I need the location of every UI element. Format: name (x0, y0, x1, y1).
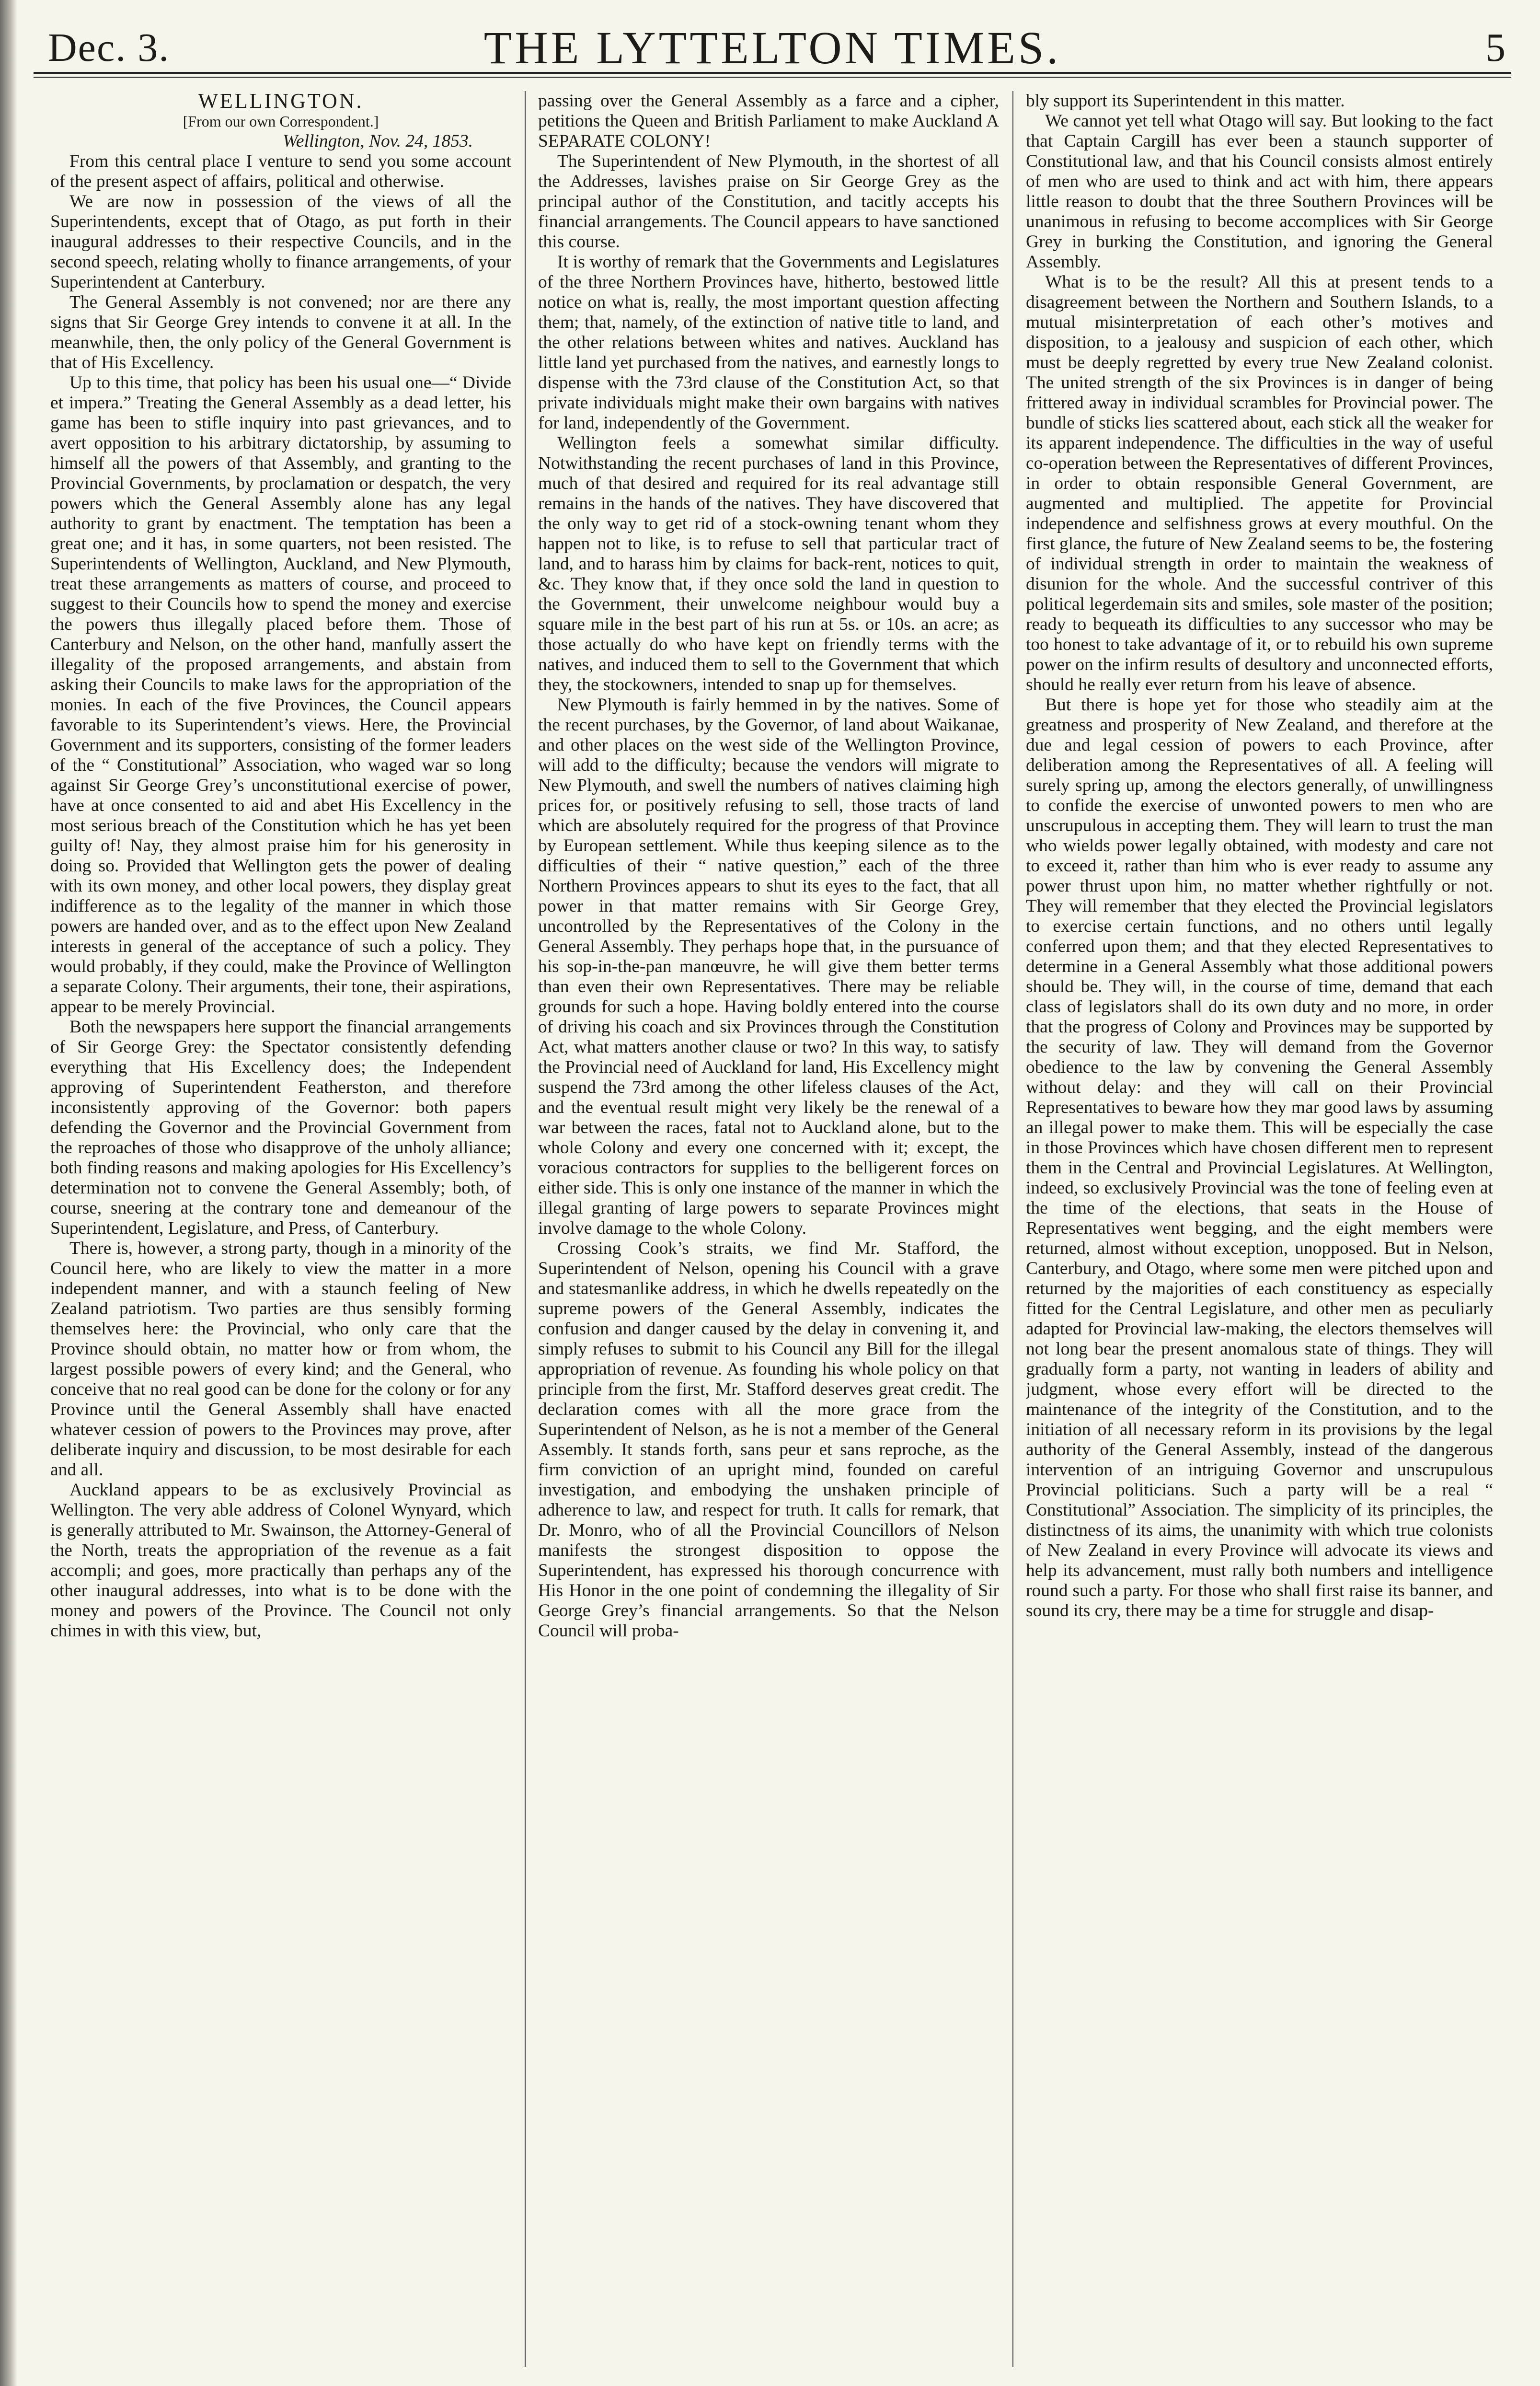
paragraph: passing over the General Assembly as a farce and a cipher, petitions the Queen and British Parliament to make Auckland A SEPARATE COLONY! (538, 91, 999, 151)
page-number: 5 (1485, 25, 1506, 70)
paragraph: Both the newspapers here support the financial arrangements of Sir George Grey: the Spectator consistently defending everything that His Excellency does; the Independent approving of Superintendent Featherston, and therefore inconsistently approving of the Governor: both papers defending the Governor and the Provincial Government from the reproaches of those who disapprove of the unholy alliance; both finding reasons and making apologies for His Excellency’s determination not to convene the General Assembly; both, of course, sneering at the contrary tone and demeanour of the Superintendent, Legislature, and Press, of Canterbury. (50, 1017, 511, 1238)
column-divider (1012, 91, 1013, 2367)
paragraph: Auckland appears to be as exclusively Provincial as Wellington. The very able address of Colonel Wynyard, which is generally attributed to Mr. Swainson, the Attorney-General of the North, treats the appropriation of the revenue as a fait accompli; and goes, more practically than perhaps any of the other inaugural addresses, into what is to be done with the money and powers of the Province. The Council not only chimes in with this view, but, (50, 1480, 511, 1641)
paragraph: New Plymouth is fairly hemmed in by the natives. Some of the recent purchases, by the Governor, of land about Waikanae, and other places on the west side of the Wellington Province, will add to the difficulty; because the vendors will migrate to New Plymouth, and swell the numbers of natives claiming high prices for, or positively refusing to sell, those tracts of land which are absolutely required for the progress of that Province by European settlement. While thus keeping silence as to the difficulties of their “ native question,” each of the three Northern Provinces appears to shut its eyes to the fact, that all power in that matter remains with Sir George Grey, uncontrolled by the Representatives of the Colony in the General Assembly. They perhaps hope that, in the pursuance of his sop-in-the-pan manœuvre, he will give them better terms than even their own Representatives. There may be reliable grounds for such a hope. Having boldly entered into the course of driving his coach and six Provinces through the Constitution Act, what matters another clause or two? In this way, to satisfy the Provincial need of Auckland for land, His Excellency might suspend the 73rd among the other lifeless clauses of the Act, and the eventual result might very likely be the renewal of a war between the races, fatal not to Auckland alone, but to the whole Colony and every one concerned with it; except, the voracious contractors for supplies to the belligerent forces on either side. This is only one instance of the manner in which the illegal granting of large powers to separate Provinces might involve damage to the whole Colony. (538, 695, 999, 1238)
paragraph: Wellington feels a somewhat similar difficulty. Notwithstanding the recent purchases of land in this Province, much of that desired and required for its real advantage still remains in the hands of the natives. They have discovered that the only way to get rid of a stock-owning tenant whom they happen not to like, is to refuse to sell that particular tract of land, and to harass him by claims for back-rent, notices to quit, &c. They know that, if they once sold the land in question to the Government, their unwelcome neighbour would buy a square mile in the best part of his run at 5s. or 10s. an acre; as those actually do who have kept on friendly terms with the natives, and induced them to sell to the Government that which they, the stockowners, intended to snap up for themselves. (538, 433, 999, 695)
paragraph: But there is hope yet for those who steadily aim at the greatness and prosperity of New Zealand, and therefore at the due and legal cession of powers to each Province, after deliberation among the Representatives of all. A feeling will surely spring up, among the electors generally, of unwillingness to confide the exercise of unwonted powers to men who are unscrupulous in accepting them. They will learn to trust the man who wields power legally obtained, with modesty and care not to exceed it, rather than him who is ever ready to assume any power thrust upon him, no matter whether rightfully or not. They will remember that they elected the Provincial legislators to exercise certain functions, and no others until legally conferred upon them; and that they elected Representatives to determine in a General Assembly what those additional powers should be. They will, in the course of time, demand that each class of legislators shall do its own duty and no more, in order that the progress of Colony and Provinces may be supported by the security of law. They will demand from the Governor obedience to the law by convening the General Assembly without delay: and they will call on their Provincial Representatives to beware how they mar good laws by assuming an illegal power to make them. This will be especially the case in those Provinces which have chosen different men to represent them in the Central and Provincial Legislatures. At Wellington, indeed, so exclusively Provincial was the tone of feeling even at the time of the elections, that seats in the House of Representatives went begging, and the eight members were returned, almost without exception, unopposed. But in Nelson, Canterbury, and Otago, where some men were pitched upon and returned by the majorities of each constituency as especially fitted for the Central Legislature, and other men as peculiarly adapted for Provincial law-making, the electors themselves will not long bear the present anomalous state of things. They will gradually form a party, not wanting in leaders of ability and judgment, whose every effort will be directed to the maintenance of the integrity of the Constitution, and to the initiation of all necessary reform in its provisions by the legal authority of the General Assembly, instead of the dangerous intervention of an intriguing Governor and unscrupulous Provincial politicians. Such a party will be a real “ Constitutional” Association. The simplicity of its principles, the distinctness of its aims, the unanimity with which true colonists of New Zealand in every Province will advocate its views and help its advancement, must rally both numbers and intelligence round such a party. For those who shall first raise its banner, and sound its cry, there may be a time for struggle and disap- (1026, 695, 1493, 1621)
article-headline: WELLINGTON. (198, 91, 364, 113)
scan-edge-shadow (0, 0, 17, 2386)
issue-date: Dec. 3. (48, 25, 170, 70)
paragraph: What is to be the result? All this at present tends to a disagreement between the Northern and Southern Islands, to a mutual misinterpretation of each other’s motives and disposition, to a jealousy and suspicion of each other, which must be deeply regretted by every true New Zealand colonist. The united strength of the six Provinces is in danger of being frittered away in individual scrambles for Provincial power. The bundle of sticks lies scattered about, each stick all the weaker for its apparent independence. The difficulties in the way of useful co-operation between the Representatives of different Provinces, in order to obtain responsible General Government, are augmented and multiplied. The appetite for Provincial independence and selfishness grows at every mouthful. On the first glance, the future of New Zealand seems to be, the fostering of individual strength in order to maintain the weakness of disunion for the whole. And the successful contriver of this political legerdemain sits and smiles, sole master of the position; ready to bequeath its difficulties to any successor who may be too honest to take advantage of it, or to rebuild his own supreme power on the infirm results of desultory and unconnected efforts, should he really ever return from his leave of absence. (1026, 272, 1493, 695)
paragraph: Crossing Cook’s straits, we find Mr. Stafford, the Superintendent of Nelson, opening his Council with a grave and statesmanlike address, in which he dwells repeatedly on the supreme powers of the General Assembly, indicates the confusion and danger caused by the delay in convening it, and simply refuses to submit to his Council any Bill for the illegal appropriation of revenue. As founding his whole policy on that principle from the first, Mr. Stafford deserves great credit. The declaration comes with all the more grace from the Superintendent of Nelson, as he is not a member of the General Assembly. It stands forth, sans peur et sans reproche, as the firm conviction of an upright mind, founded on careful investigation, and embodying the unshaken principle of adherence to law, and respect for truth. It calls for remark, that Dr. Monro, who of all the Provincial Councillors of Nelson manifests the strongest disposition to oppose the Superintendent, has expressed his thorough concurrence with His Honor in the one point of condemning the illegality of Sir George Grey’s financial arrangements. So that the Nelson Council will proba- (538, 1239, 999, 1641)
masthead-rule (34, 72, 1511, 74)
column-divider (525, 91, 526, 2367)
paragraph: bly support its Superintendent in this matter. (1026, 91, 1345, 111)
paragraph: We are now in possession of the views of all the Superintendents, except that of Otago, as put forth in their inaugural addresses to their respective Councils, and in the second speech, relating wholly to finance arrangements, of your Superintendent at Canterbury. (50, 192, 511, 292)
paragraph: The Superintendent of New Plymouth, in the shortest of all the Addresses, lavishes praise on Sir George Grey as the principal author of the Constitution, and tacitly accepts his financial arrangements. The Council appears to have sanctioned this course. (538, 151, 999, 252)
column-1 (50, 91, 511, 2367)
article-credit: [From our own Correspondent.] (183, 113, 379, 130)
newspaper-title: THE LYTTELTON TIMES. (483, 22, 1061, 73)
column-2 (538, 91, 999, 2367)
paragraph: It is worthy of remark that the Governments and Legislatures of the three Northern Provinces have, hitherto, bestowed little notice on what is, really, the most important question affecting them; that, namely, of the extinction of native title to land, and the other relations between whites and natives. Auckland has little land yet purchased from the natives, and earnestly longs to dispense with the 73rd clause of the Constitution Act, so that private individuals might make their own bargains with natives for land, independently of the Government. (538, 252, 999, 433)
article-dateline: Wellington, Nov. 24, 1853. (283, 131, 473, 151)
column-3 (1026, 91, 1493, 2367)
paragraph: The General Assembly is not convened; nor are there any signs that Sir George Grey intends to convene it at all. In the meanwhile, then, the only policy of the General Government is that of His Excellency. (50, 292, 511, 372)
paragraph: We cannot yet tell what Otago will say. But looking to the fact that Captain Cargill has ever been a staunch supporter of Constitutional law, and that his Council consists almost entirely of men who are used to think and act with him, there appears little reason to doubt that the three Southern Provinces will be unanimous in refusing to become accomplices with Sir George Grey in burking the Constitution, and ignoring the General Assembly. (1026, 111, 1493, 272)
masthead-rule-thin (34, 77, 1511, 78)
paragraph: From this central place I venture to send you some account of the present aspect of affairs, political and otherwise. (50, 151, 511, 191)
paragraph: There is, however, a strong party, though in a minority of the Council here, who are likely to view the matter in a more independent manner, and with a staunch feeling of New Zealand patriotism. Two parties are thus sensibly forming themselves here: the Provincial, who only care that the Province should obtain, no matter how or from whom, the largest possible powers of every kind; and the General, who conceive that no real good can be done for the colony or for any Province until the General Assembly shall have enacted whatever cession of powers to the Provinces may prove, after deliberate inquiry and discussion, to be most desirable for each and all. (50, 1239, 511, 1480)
paragraph: Up to this time, that policy has been his usual one—“ Divide et impera.” Treating the General Assembly as a dead letter, his game has been to stifle inquiry into past grievances, and to avert opposition to his arbitrary dictatorship, by assuming to himself all the powers of that Assembly, and granting to the Provincial Governments, by proclamation or despatch, the very powers which the General Assembly alone has any legal authority to grant by enactment. The temptation has been a great one; and it has, in some quarters, not been resisted. The Superintendents of Wellington, Auckland, and New Plymouth, treat these arrangements as matters of course, and proceed to suggest to their Councils how to spend the money and exercise the powers thus illegally placed before them. Those of Canterbury and Nelson, on the other hand, manfully assert the illegality of the proposed arrangements, and abstain from asking their Councils to make laws for the appropriation of the monies. In each of the five Provinces, the Council appears favorable to its Superintendent’s views. Here, the Provincial Government and its supporters, consisting of the former leaders of the “ Constitutional” Association, who waged war so long against Sir George Grey’s unconstitutional exercise of power, have at once consented to aid and abet His Excellency in the most serious breach of the Constitution which he has yet been guilty of! Nay, they almost praise him for his generosity in doing so. Provided that Wellington gets the power of dealing with its own money, and other local powers, they display great indifference as to the legality of the manner in which those powers are handed over, and as to the effect upon New Zealand interests in general of the acceptance of such a policy. They would probably, if they could, make the Province of Wellington a separate Colony. Their arguments, their tone, their aspirations, appear to be merely Provincial. (50, 373, 511, 1017)
